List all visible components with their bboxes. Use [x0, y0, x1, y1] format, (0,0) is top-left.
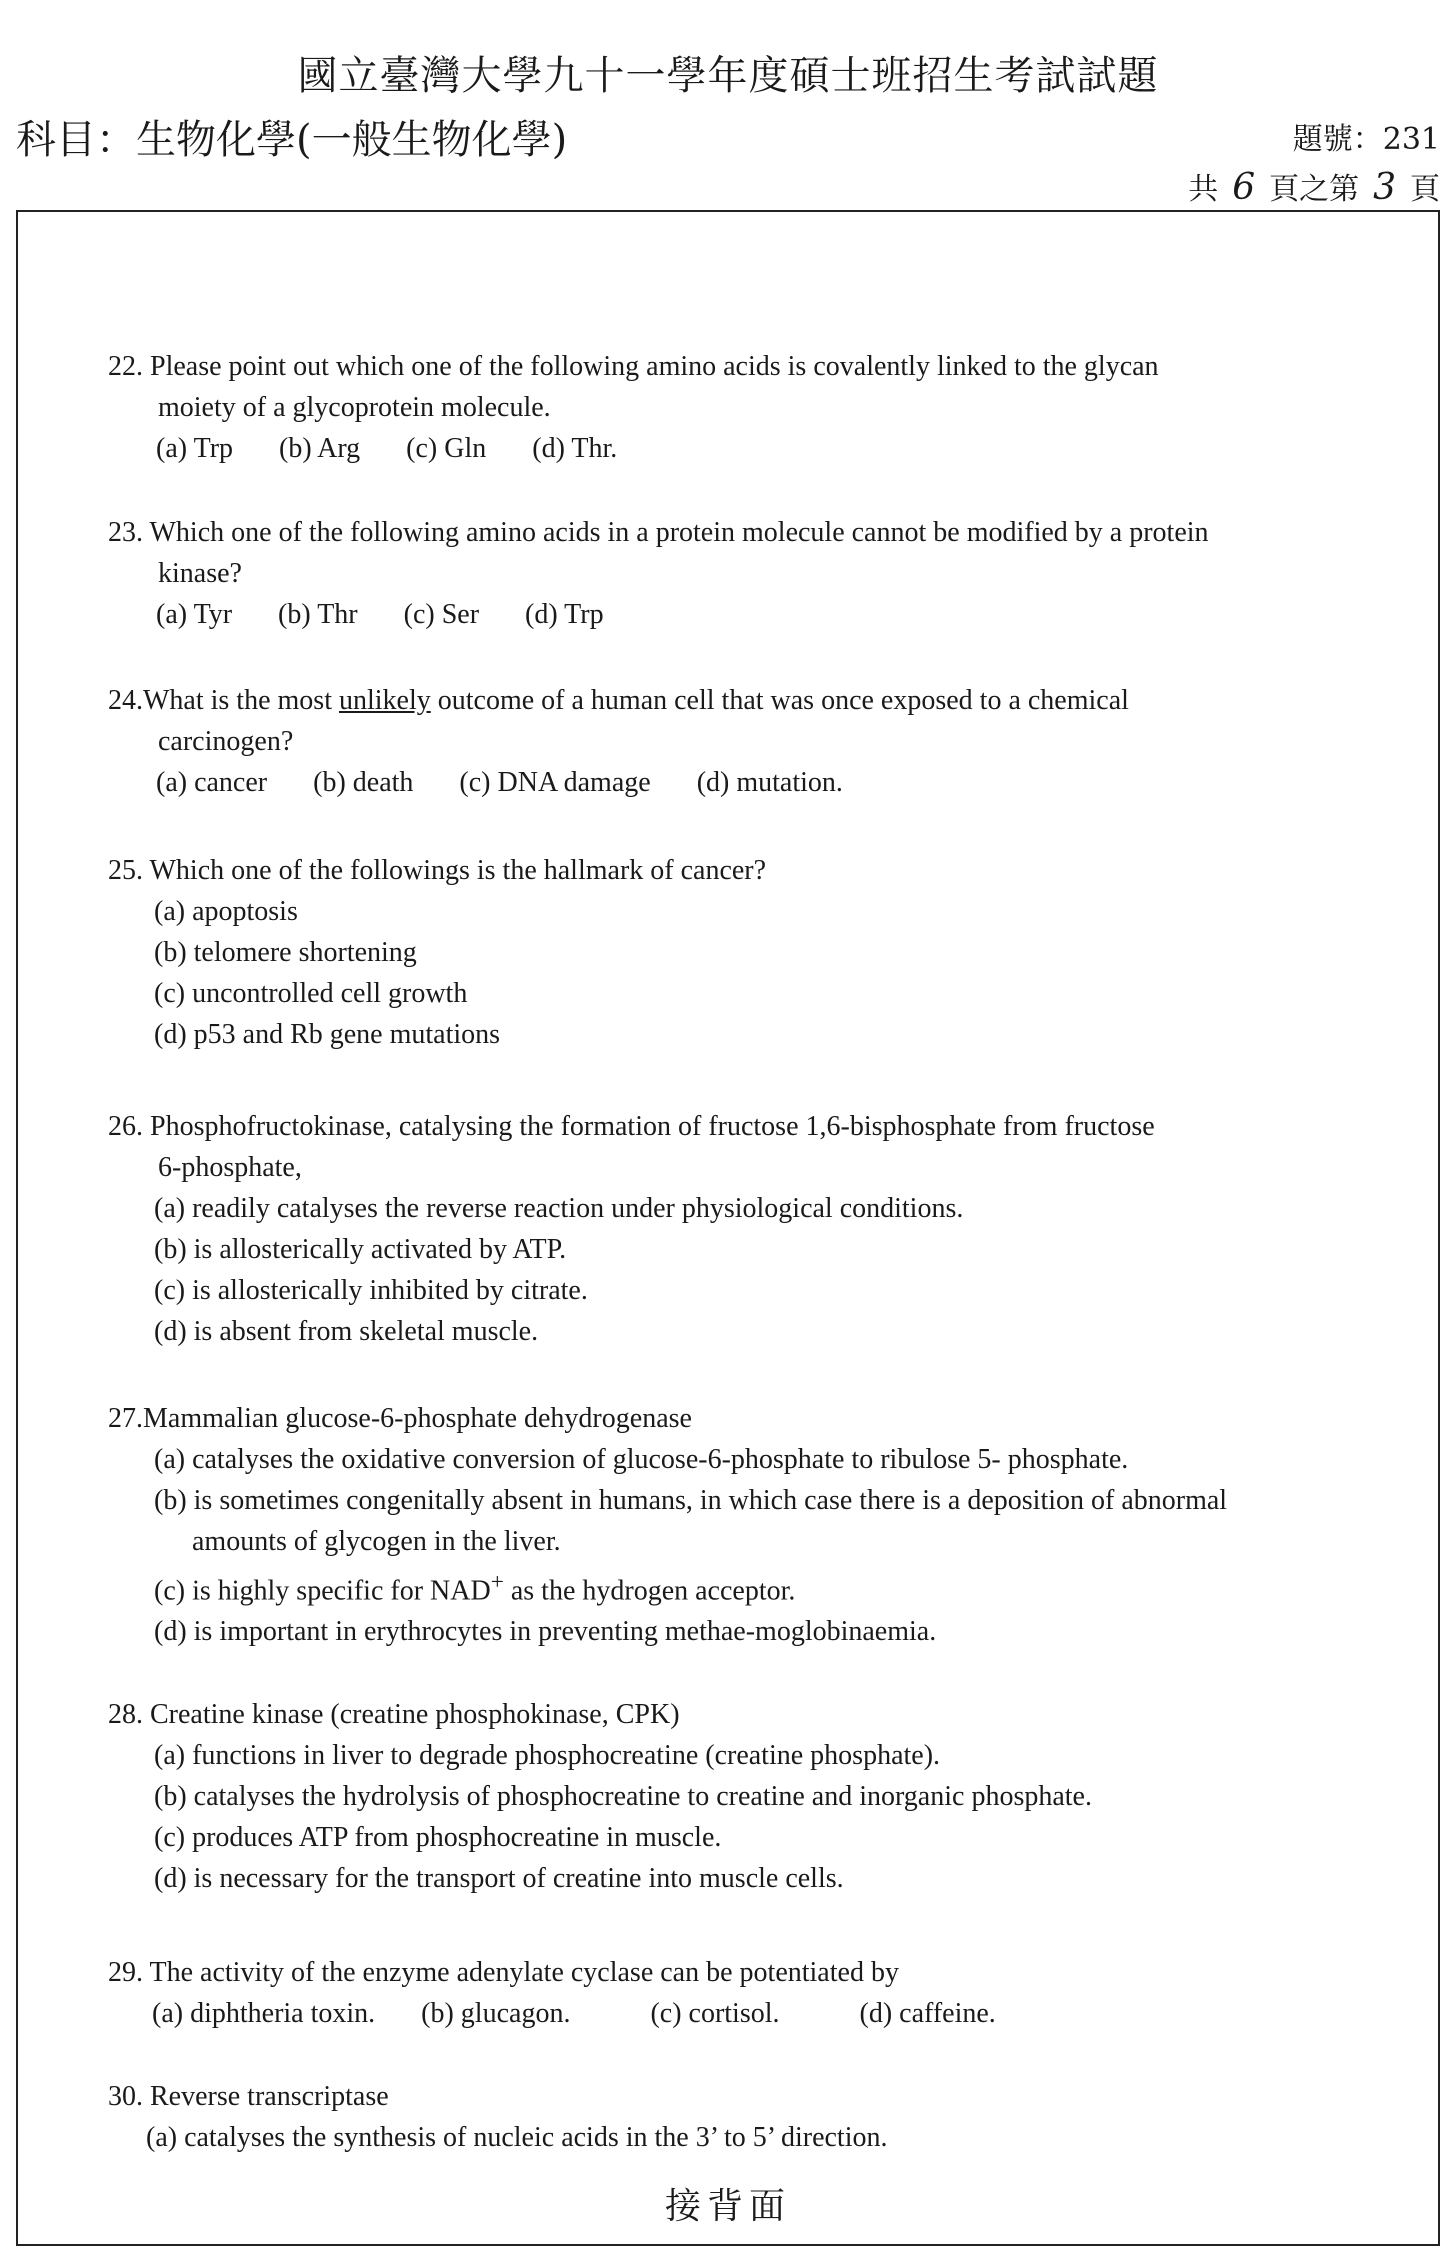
option-d: (d) is absent from skeletal muscle.	[154, 1316, 539, 1347]
page-suffix: 頁	[1410, 172, 1440, 207]
question-number: 23.	[108, 517, 143, 548]
option-c: (c) cortisol.	[650, 1998, 780, 2029]
option-c: (c) is allosterically inhibited by citrate.	[154, 1275, 588, 1306]
option-b-cont: amounts of glycogen in the liver.	[192, 1526, 561, 1557]
option-d: (d) caffeine.	[859, 1998, 996, 2029]
option-a: (a) diphtheria toxin.	[152, 1998, 376, 2029]
question-23	[108, 512, 1358, 635]
option-b: (b) death	[313, 767, 414, 798]
page-total-prefix: 共	[1188, 172, 1219, 207]
option-a: (a) cancer	[156, 767, 268, 798]
question-number: 28.	[108, 1699, 143, 1730]
option-d: (d) is necessary for the transport of creatine into muscle cells.	[154, 1863, 844, 1894]
question-stem: Mammalian glucose-6-phosphate dehydrogenase	[143, 1403, 692, 1434]
question-number: 26.	[108, 1111, 143, 1142]
question-number: 30.	[108, 2081, 143, 2112]
option-a: (a) catalyses the synthesis of nucleic acids in the 3’ to 5’ direction.	[146, 2122, 888, 2153]
option-d: (d) p53 and Rb gene mutations	[154, 1019, 501, 1050]
question-number: 29.	[108, 1957, 143, 1988]
question-26	[108, 1106, 1358, 1352]
superscript-plus: +	[490, 1569, 504, 1595]
option-b: (b) glucagon.	[421, 1998, 571, 2029]
question-stem: Which one of the followings is the hallmark of cancer?	[149, 855, 767, 886]
question-number: 22.	[108, 351, 143, 382]
question-stem-emphasis: unlikely	[338, 685, 431, 716]
question-stem: Reverse transcriptase	[150, 2081, 389, 2112]
question-stem-cont: carcinogen?	[158, 726, 294, 757]
exam-number: 題號：231	[1292, 122, 1440, 157]
question-stem-cont: moiety of a glycoprotein molecule.	[158, 392, 551, 423]
question-stem: Please point out which one of the following amino acids is covalently linked to the glycan	[150, 351, 1159, 382]
question-29	[108, 1952, 1358, 2034]
option-c: (c) Ser	[403, 599, 480, 630]
subject-line: 科目：生物化學(一般生物化學)	[16, 117, 568, 163]
option-c: (c) produces ATP from phosphocreatine in muscle.	[154, 1822, 722, 1853]
question-stem-cont: kinase?	[158, 558, 242, 589]
option-d: (d) mutation.	[696, 767, 843, 798]
page-mid: 頁之第	[1269, 172, 1360, 207]
option-b: (b) catalyses the hydrolysis of phosphocreatine to creatine and inorganic phosphate.	[154, 1781, 1092, 1812]
question-24	[108, 680, 1358, 803]
question-number: 27.	[108, 1403, 143, 1434]
option-b: (b) Thr	[278, 599, 358, 630]
option-a: (a) readily catalyses the reverse reaction under physiological conditions.	[154, 1193, 964, 1224]
option-a: (a) apoptosis	[154, 896, 298, 927]
question-28	[108, 1694, 1358, 1899]
page-total: 6	[1232, 167, 1256, 208]
option-c-text: (c) is highly specific for NAD	[154, 1575, 491, 1607]
option-c: (c) DNA damage	[459, 767, 651, 798]
option-a: (a) catalyses the oxidative conversion of glucose-6-phosphate to ribulose 5- phosphate.	[154, 1444, 1129, 1475]
page-count	[1188, 164, 1440, 208]
question-30	[108, 2076, 1358, 2158]
option-b: (b) is sometimes congenitally absent in humans, in which case there is a deposition of abnormal	[154, 1485, 1228, 1516]
option-a: (a) Tyr	[156, 599, 233, 630]
question-22	[108, 346, 1358, 469]
question-stem: Creatine kinase (creatine phosphokinase, CPK)	[150, 1699, 680, 1730]
question-stem-rest: outcome of a human cell that was once exposed to a chemical	[430, 685, 1129, 716]
option-b: (b) is allosterically activated by ATP.	[154, 1234, 567, 1265]
question-number: 24.	[108, 685, 143, 716]
option-c: (c) uncontrolled cell growth	[154, 978, 468, 1009]
exam-title: 國立臺灣大學九十一學年度碩士班招生考試試題	[297, 53, 1159, 99]
option-a: (a) functions in liver to degrade phosphocreatine (creatine phosphate).	[154, 1740, 941, 1771]
question-stem: Phosphofructokinase, catalysing the formation of fructose 1,6-bisphosphate from fructose	[150, 1111, 1155, 1142]
question-27	[108, 1398, 1358, 1652]
option-a: (a) Trp	[156, 433, 234, 464]
option-c	[108, 1562, 1358, 1611]
question-stem-cont: 6-phosphate,	[158, 1152, 302, 1183]
question-25	[108, 850, 1358, 1055]
option-d: (d) Thr.	[532, 433, 618, 464]
question-stem: Which one of the following amino acids in a protein molecule cannot be modified by a protein	[149, 517, 1209, 548]
question-stem: What is the most	[143, 685, 339, 716]
question-stem: The activity of the enzyme adenylate cyclase can be potentiated by	[149, 1957, 899, 1988]
page-current: 3	[1373, 167, 1396, 208]
option-b: (b) telomere shortening	[154, 937, 417, 968]
question-number: 25.	[108, 855, 143, 886]
option-b: (b) Arg	[279, 433, 361, 464]
option-d: (d) Trp	[525, 599, 604, 630]
option-c-rest: as the hydrogen acceptor.	[503, 1575, 796, 1607]
turn-over-note: 接背面	[664, 2186, 791, 2227]
option-d: (d) is important in erythrocytes in preventing methae-moglobinaemia.	[154, 1616, 937, 1648]
option-c: (c) Gln	[406, 433, 487, 464]
